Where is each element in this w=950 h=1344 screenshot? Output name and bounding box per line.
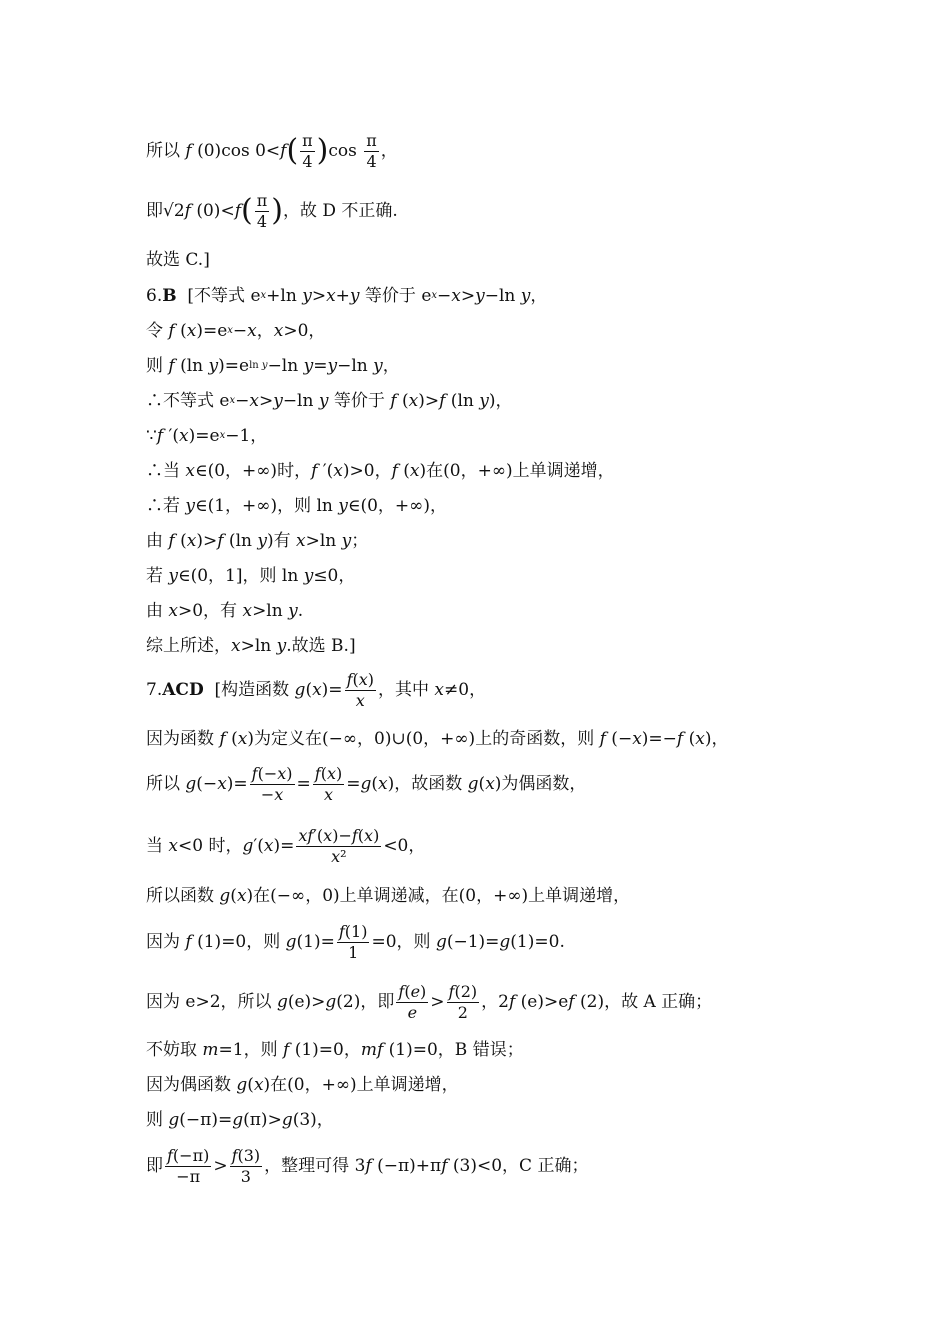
solution-line: 令 f (x)=e x −x，x>0， <box>146 321 326 341</box>
solution-line: 因为 e>2，所以 g(e)>g(2)，即 $\frac{f(e)}{e}$ > $\frac{f(2)}{2}$ ，2f (e)>ef (2)，故 A 正确； <box>146 981 713 1022</box>
solution-line: 即√2f (0)<f ( $\frac{\pi}{4}$ ) ，故 D 不正确. <box>146 190 398 231</box>
solution-line: 即 $\frac{f(-\pi)}{-\pi}$ > $\frac{f(3)}{3}$ ，整理可得 3f (−π)+πf (3)<0，C 正确； <box>146 1145 589 1186</box>
solution-line: 当 x<0 时，g′(x)= $\frac{xf'(x)-f(x)}{\text{x²}}$ <0， <box>146 825 426 866</box>
solution-line: 综上所述，x>ln y.故选 B.] <box>146 636 356 656</box>
solution-line: 因为 f (1)=0，则 g(1)= $\frac{f(1)}{1}$ =0，则 g(−1)=g(1)=0. <box>146 921 565 962</box>
solution-line: 6. B [不等式 e x +ln y>x+y 等价于 e x −x>y−ln y， <box>146 286 548 306</box>
solution-line: 则 f (ln y)=e ln y −ln y=y−ln y， <box>146 356 400 376</box>
solution-line: 则 g(−π)=g(π)>g(3)， <box>146 1110 334 1130</box>
solution-line: 若 y∈(0，1]，则 ln y≤0， <box>146 566 356 586</box>
solution-line: ∴不等式 e x −x>y−ln y 等价于 f (x)>f (ln y)， <box>146 391 513 411</box>
solution-line: 所以 f (0)cos 0<f ( $\frac{\pi}{4}$ ) cos $\frac{\pi}{4}$ ， <box>146 130 398 171</box>
solution-line: 由 f (x)>f (ln y)有 x>ln y； <box>146 531 369 551</box>
solution-line: ∴若 y∈(1，+∞)，则 ln y∈(0，+∞)， <box>146 496 447 516</box>
solution-line: 所以 g(−x)= $\frac{f(-x)}{-x}$ = $\frac{f(x)}{x}$ =g(x)，故函数 g(x)为偶函数， <box>146 763 587 804</box>
solution-line: ∴当 x∈(0，+∞)时，f ′(x)>0，f (x)在(0，+∞)上单调递增， <box>146 461 615 481</box>
solution-line: 因为函数 f (x)为定义在(−∞，0)∪(0，+∞)上的奇函数，则 f (−x)=−f (x)， <box>146 729 729 749</box>
solution-line: ∵f ′(x)=e x −1， <box>146 426 268 446</box>
solution-line: 故选 C.] <box>146 250 210 270</box>
solution-line: 因为偶函数 g(x)在(0，+∞)上单调递增， <box>146 1075 459 1095</box>
solution-line: 所以函数 g(x)在(−∞，0)上单调递减，在(0，+∞)上单调递增， <box>146 886 631 906</box>
solution-line: 由 x>0，有 x>ln y. <box>146 601 304 621</box>
solution-line: 7. ACD [构造函数 g(x)= $\frac{f(x)}{x}$ ，其中 x≠0， <box>146 669 487 710</box>
solution-line: 不妨取 m=1，则 f (1)=0，mf (1)=0，B 错误； <box>146 1040 524 1060</box>
